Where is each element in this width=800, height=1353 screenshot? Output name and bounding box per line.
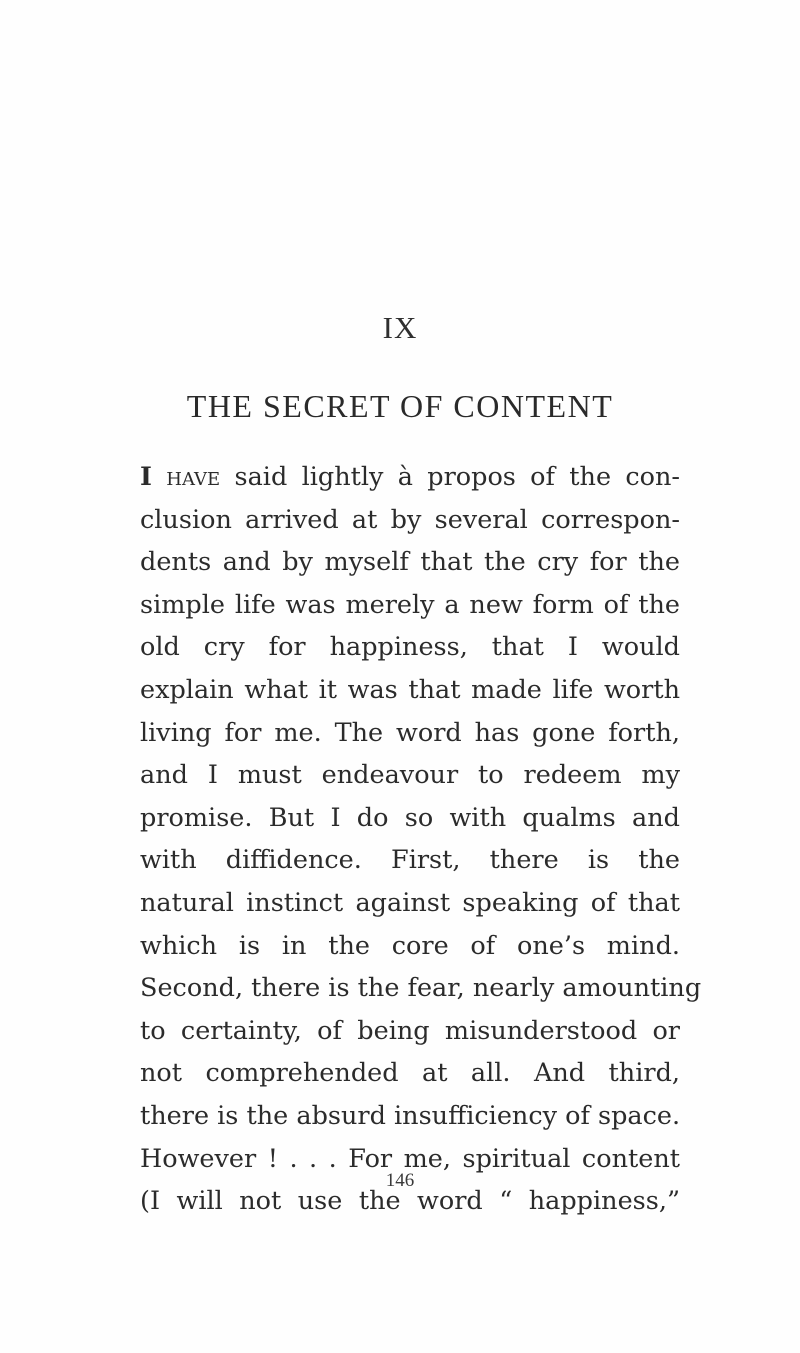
page-number: 146: [385, 1170, 415, 1191]
text-line: dents and by myself that the cry for the: [140, 547, 680, 578]
text-line: with diffidence. First, there is the: [140, 845, 680, 876]
text-line: clusion arrived at by several correspon-: [140, 504, 680, 535]
text-line: and I must endeavour to redeem my: [140, 760, 680, 791]
opening-first-letter: I: [140, 462, 152, 492]
opening-line-rest: said lightly à propos of the con-: [234, 462, 681, 492]
text-line: to certainty, of being misunderstood or: [140, 1015, 680, 1046]
opening-line: [140, 456, 680, 499]
text-line: natural instinct against speaking of that: [140, 887, 680, 918]
opening-small-caps: have: [166, 462, 221, 492]
text-line: (I will not use the word “ happiness,”: [140, 1186, 680, 1217]
text-line: explain what it was that made life worth: [140, 674, 680, 705]
text-line: promise. But I do so with qualms and: [140, 802, 680, 833]
chapter-number: IX: [382, 310, 418, 345]
text-line: which is in the core of one’s mind.: [140, 930, 680, 961]
text-line: there is the absurd insufficiency of space.: [140, 1100, 681, 1131]
text-line: However ! . . . For me, spiritual content: [140, 1143, 680, 1174]
text-line: living for me. The word has gone forth,: [140, 717, 680, 748]
text-line: simple life was merely a new form of the: [140, 589, 680, 620]
text-line: old cry for happiness, that I would: [140, 632, 680, 663]
body-text: [140, 456, 702, 1223]
text-line: Second, there is the fear, nearly amounting: [140, 973, 702, 1004]
chapter-title: THE SECRET OF CONTENT: [186, 388, 614, 424]
text-line: not comprehended at all. And third,: [140, 1058, 680, 1089]
